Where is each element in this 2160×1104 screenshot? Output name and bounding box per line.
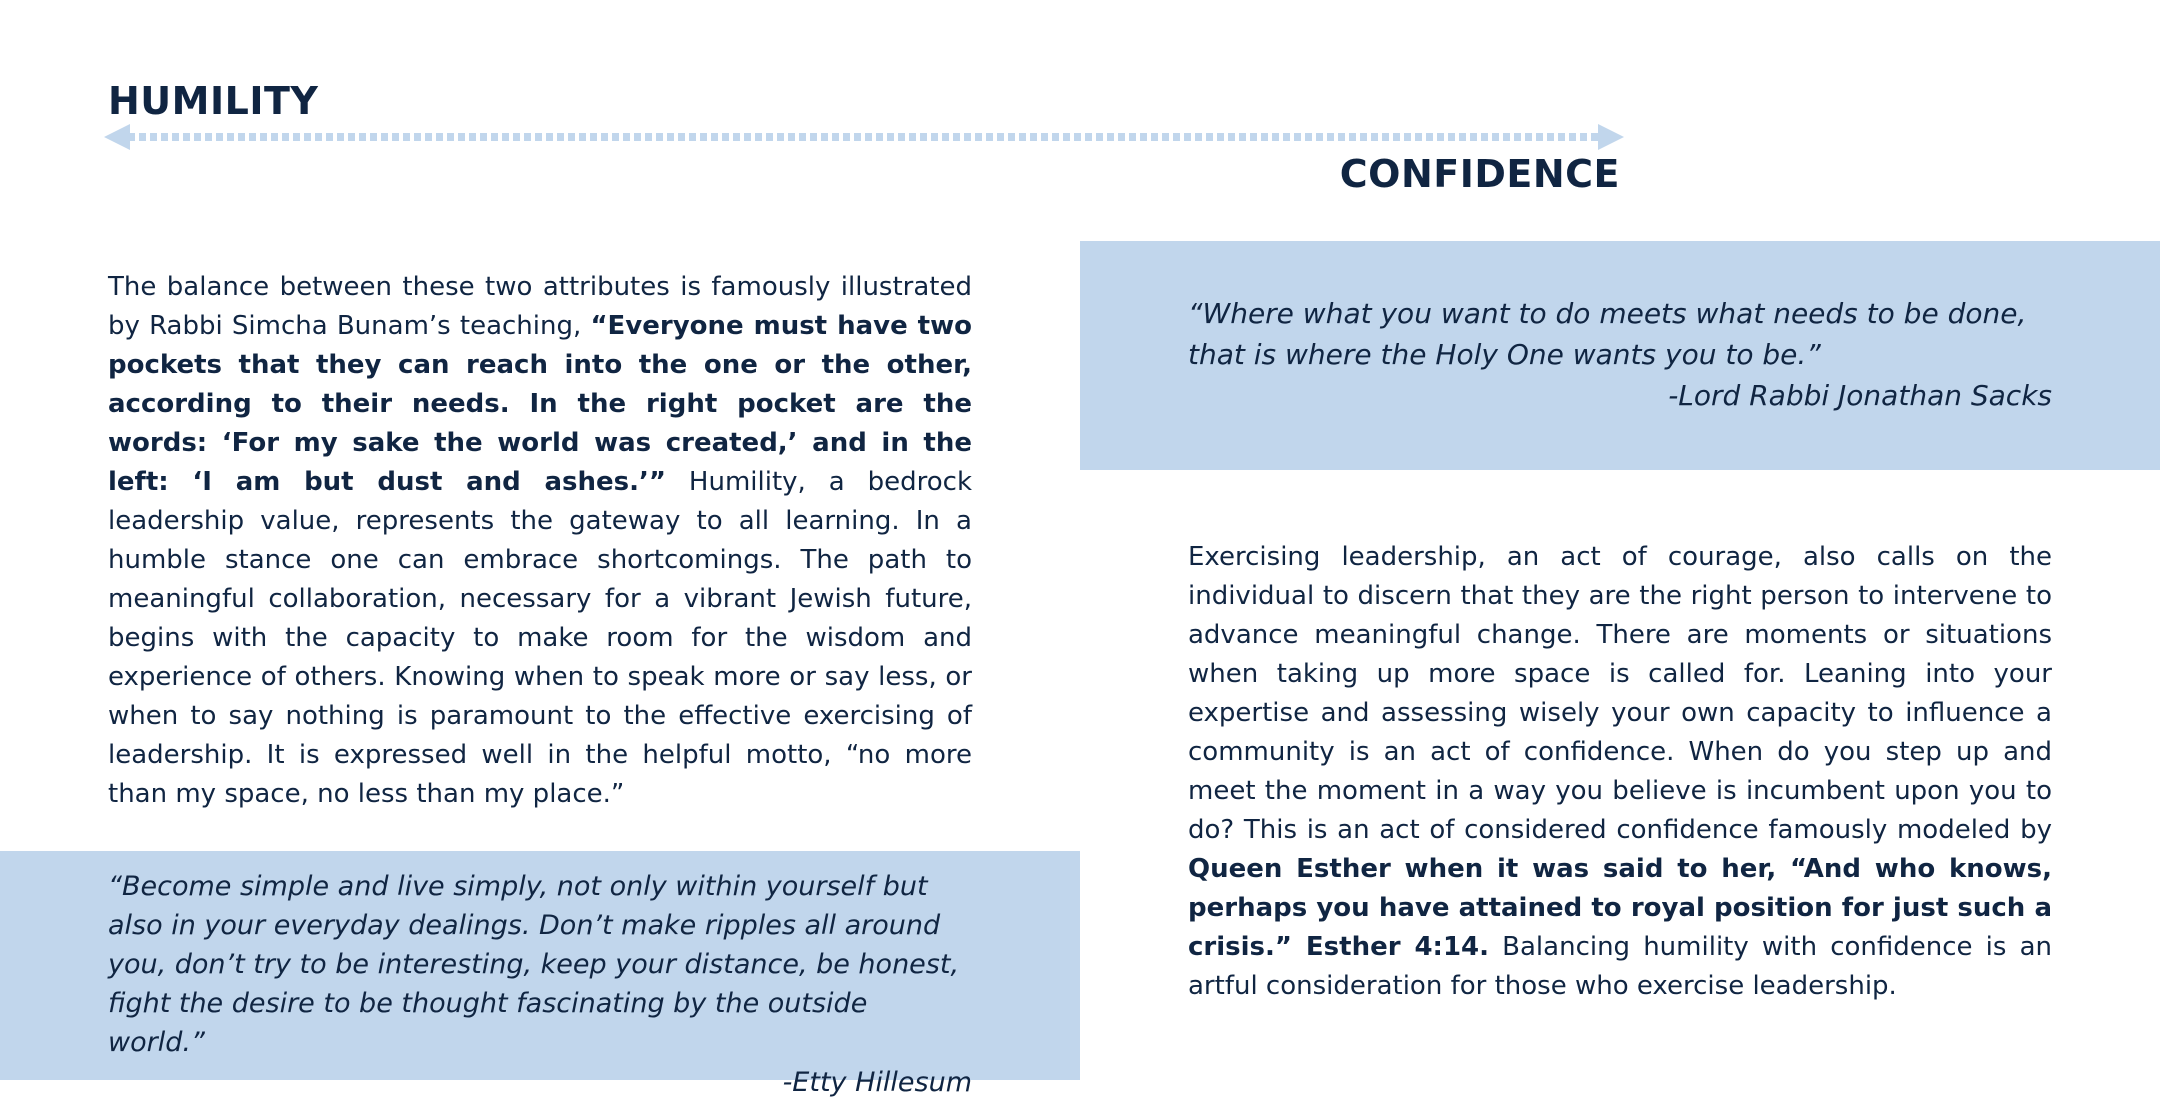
humility-paragraph <box>108 268 972 814</box>
humility-body: Humility, a bedrock leadership value, represents the gateway to all learning. In a humble stance one can embrace shortcomings. The path to meaningful collaboration, necessary for a vibrant Jewish future, begins with the capacity to make room for the wisdom and experience of others. Knowing when to speak more or say less, or when to say nothing is paramount to the effective exercising of leadership. It is expressed well in the helpful motto, “no more than my space, no less than my place.” <box>108 467 973 809</box>
hillesum-quote-author: -Etty Hillesum <box>782 1067 972 1098</box>
confidence-closing: Balancing humility with confidence is an artful consideration for those who exercise leadership. <box>1188 932 2052 1001</box>
confidence-body: Exercising leadership, an act of courage, also calls on the individual to discern that they are the right person to intervene to advance meaningful change. There are moments or situations when taking up more space is called for. Leaning into your expertise and assessing wisely your own capacity to influence a community is an act of confidence. When do you step up and meet the moment in a way you believe is incumbent upon you to do? This is an act of considered confidence famously modeled by <box>1188 542 2052 845</box>
confidence-heading: CONFIDENCE <box>1339 152 1620 196</box>
right-arrowhead-icon <box>1598 124 1624 150</box>
humility-intro: The balance between these two attributes is famously illustrated by Rabbi Simcha Bunam’s teaching, <box>108 272 972 341</box>
humility-heading: HUMILITY <box>108 79 319 123</box>
esther-quote: Queen Esther when it was said to her, “And who knows, perhaps you have attained to royal position for just such a crisis.” Esther 4:14. <box>1188 854 2052 962</box>
sacks-quote-panel <box>1080 241 2160 470</box>
double-arrow-icon <box>104 122 1624 152</box>
confidence-paragraph <box>1188 538 2052 1006</box>
two-pockets-quote: “Everyone must have two pockets that they can reach into the one or the other, according to their needs. In the right pocket are the words: ‘For my sake the world was created,’ and in the left: ‘I am but dust and ashes.’” <box>108 311 972 497</box>
sacks-quote-author: -Lord Rabbi Jonathan Sacks <box>1668 379 2052 412</box>
hillesum-quote-text: “Become simple and live simply, not only within yourself but also in your everyday dealings. Don’t make ripples all around you, don’t try to be interesting, keep your distance, be honest, fight the desire to be thought fascinating by the outside world.” <box>108 871 960 1058</box>
sacks-quote-text: “Where what you want to do meets what needs to be done, that is where the Holy One wants you to be.” <box>1188 297 2027 371</box>
left-arrowhead-icon <box>104 124 130 150</box>
hillesum-quote-panel <box>0 851 1080 1098</box>
